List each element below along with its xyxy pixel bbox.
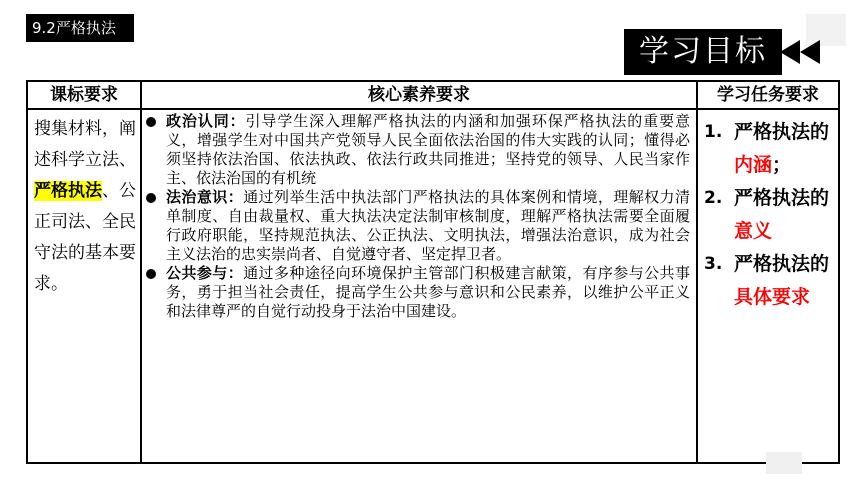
literacy-heading: 政治认同： [166,112,246,130]
faded-logo [766,452,802,474]
literacy-text: 引导学生深入理解严格执法的内涵和加强环保严格执法的重要意义，增强学生对中国共产党领导人民全面依法治国的伟大实践的认同；懂得必须坚持依法治国、依法执政、依法行政共同推进；坚持党的领导、人民当家作主、依法治国的有机统 [166,112,690,187]
literacy-heading: 法治意识： [166,188,244,206]
core-literacy-cell [141,109,697,463]
bullet-icon [146,269,156,279]
literacy-item-rule-of-law [146,188,690,264]
curriculum-text-after: 、公正司法、全民守法的基本要求。 [34,181,136,294]
requirements-table [26,80,840,464]
task-emphasis: 内涵 [734,154,773,176]
task-suffix: ； [772,154,792,176]
task-number: 1. [704,122,723,142]
task-number: 2. [704,188,723,208]
task-text: 严格执法的 [734,121,830,143]
double-arrow-left-icon [778,36,826,68]
task-item [704,182,834,248]
literacy-text: 通过多种途径向环境保护主管部门积极建言献策，有序参与公共事务，勇于担当社会责任，提高学生公共参与意识和公民素养，以维护公平正义和法律尊严的自觉行动投身于法治中国建设。 [166,264,690,320]
header-curriculum: 课标要求 [27,81,141,109]
task-text: 严格执法的 [734,253,830,275]
table-row [27,109,839,463]
header-learning-tasks: 学习任务要求 [697,81,839,109]
literacy-item-political [146,112,690,188]
task-item [704,248,834,314]
table-header-row [27,81,839,109]
task-text: 严格执法的 [734,187,830,209]
task-number: 3. [704,254,723,274]
learning-tasks-cell [697,109,839,463]
bullet-icon [146,117,156,127]
header-core-literacy: 核心素养要求 [141,81,697,109]
task-emphasis: 具体要求 [734,286,811,308]
curriculum-text-before: 搜集材料，阐述科学立法、 [34,119,136,170]
bullet-icon [146,193,156,203]
curriculum-cell [27,109,141,463]
literacy-item-public-participation [146,264,690,321]
task-item [704,116,834,182]
section-tag: 9.2严格执法 [26,14,134,42]
learning-goals-title: 学习目标 [624,29,782,75]
literacy-text: 通过列举生活中执法部门严格执法的具体案例和情境，理解权力清单制度、自由裁量权、重大执法决定法制审核制度，理解严格执法需要全面履行政府职能，坚持规范执法、公正执法、文明执法，增强法治意识，成为社会主义法治的忠实崇尚者、自觉遵守者、坚定捍卫者。 [166,188,690,263]
task-emphasis: 意义 [734,220,773,242]
curriculum-highlight: 严格执法 [34,181,102,201]
literacy-heading: 公共参与： [166,264,244,282]
